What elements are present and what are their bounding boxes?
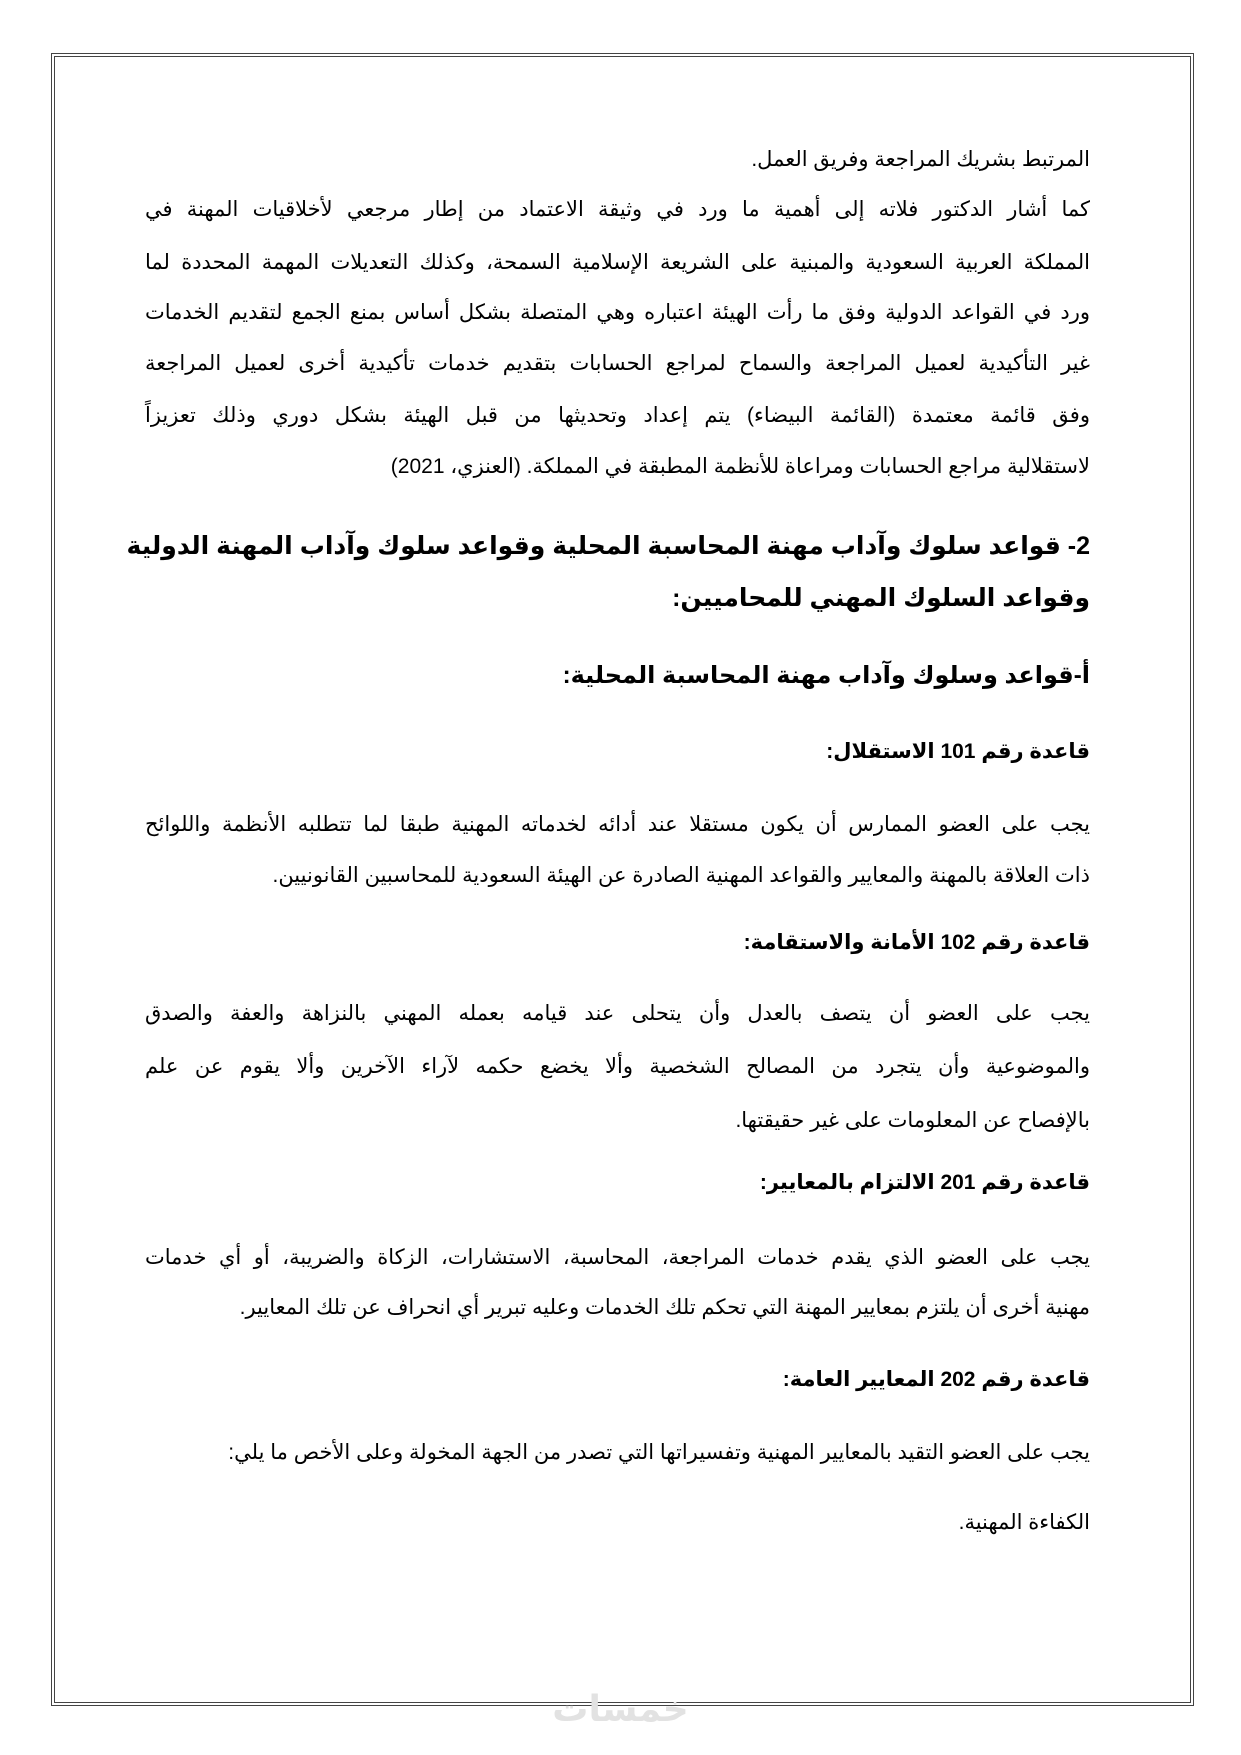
section-heading: 2- قواعد سلوك وآداب مهنة المحاسبة المحلية وقواعد سلوك وآداب المهنة الدولية: [126, 532, 1090, 560]
rule-title: قاعدة رقم 202 المعايير العامة:: [782, 1368, 1090, 1391]
paragraph-line: وفق قائمة معتمدة (القائمة البيضاء) يتم إعداد وتحديثها من قبل الهيئة بشكل دوري وذلك تعزيزاً: [145, 404, 1090, 427]
paragraph-line: غير التأكيدية لعميل المراجعة والسماح لمراجع الحسابات بتقديم خدمات تأكيدية أخرى لعميل المراجعة: [145, 352, 1090, 375]
rule-text-line: بالإفصاح عن المعلومات على غير حقيقتها.: [735, 1109, 1090, 1132]
subsection-heading: أ-قواعد وسلوك وآداب مهنة المحاسبة المحلية:: [562, 662, 1090, 689]
rule-title: قاعدة رقم 102 الأمانة والاستقامة:: [743, 931, 1090, 954]
rule-title: قاعدة رقم 101 الاستقلال:: [826, 740, 1090, 763]
rule-text-line: يجب على العضو الممارس أن يكون مستقلا عند أدائه لخدماته المهنية طبقا لما تتطلبه الأنظمة واللوائح: [145, 813, 1090, 836]
rule-text-line: مهنية أخرى أن يلتزم بمعايير المهنة التي تحكم تلك الخدمات وعليه تبرير أي انحراف عن تلك المعايير.: [239, 1296, 1090, 1319]
rule-text-line: يجب على العضو التقيد بالمعايير المهنية وتفسيراتها التي تصدر من الجهة المخولة وعلى الأخص ما يلي:: [228, 1441, 1090, 1464]
rule-text-line: ذات العلاقة بالمهنة والمعايير والقواعد المهنية الصادرة عن الهيئة السعودية للمحاسبين القانونيين.: [272, 864, 1090, 887]
paragraph-line: لاستقلالية مراجع الحسابات ومراعاة للأنظمة المطبقة في المملكة. (العنزي، 2021): [390, 455, 1090, 478]
rule-text-line: يجب على العضو أن يتصف بالعدل وأن يتحلى عند قيامه بعمله المهني بالنزاهة والعفة والصدق: [145, 1002, 1090, 1025]
rule-text-line: والموضوعية وأن يتجرد من المصالح الشخصية وألا يخضع حكمه لآراء الآخرين وألا يقوم عن علم: [145, 1055, 1090, 1078]
paragraph-line: ورد في القواعد الدولية وفق ما رأت الهيئة اعتباره وهي المتصلة بشكل أساس بمنع الجمع لتقديم الخدمات: [145, 301, 1090, 324]
rule-text-line: الكفاءة المهنية.: [958, 1511, 1090, 1534]
paragraph-line: المملكة العربية السعودية والمبنية على الشريعة الإسلامية السمحة، وكذلك التعديلات المهمة المحددة لما: [145, 251, 1090, 274]
rule-text-line: يجب على العضو الذي يقدم خدمات المراجعة، المحاسبة، الاستشارات، الزكاة والضريبة، أو أي خدمات: [145, 1246, 1090, 1269]
section-heading: وقواعد السلوك المهني للمحاميين:: [672, 584, 1090, 612]
paragraph-line: المرتبط بشريك المراجعة وفريق العمل.: [751, 148, 1090, 171]
paragraph-line: كما أشار الدكتور فلاته إلى أهمية ما ورد في وثيقة الاعتماد من إطار مرجعي لأخلاقيات المهنة في: [145, 198, 1090, 221]
rule-title: قاعدة رقم 201 الالتزام بالمعايير:: [759, 1171, 1090, 1194]
watermark-logo: خمسات: [552, 1688, 689, 1729]
